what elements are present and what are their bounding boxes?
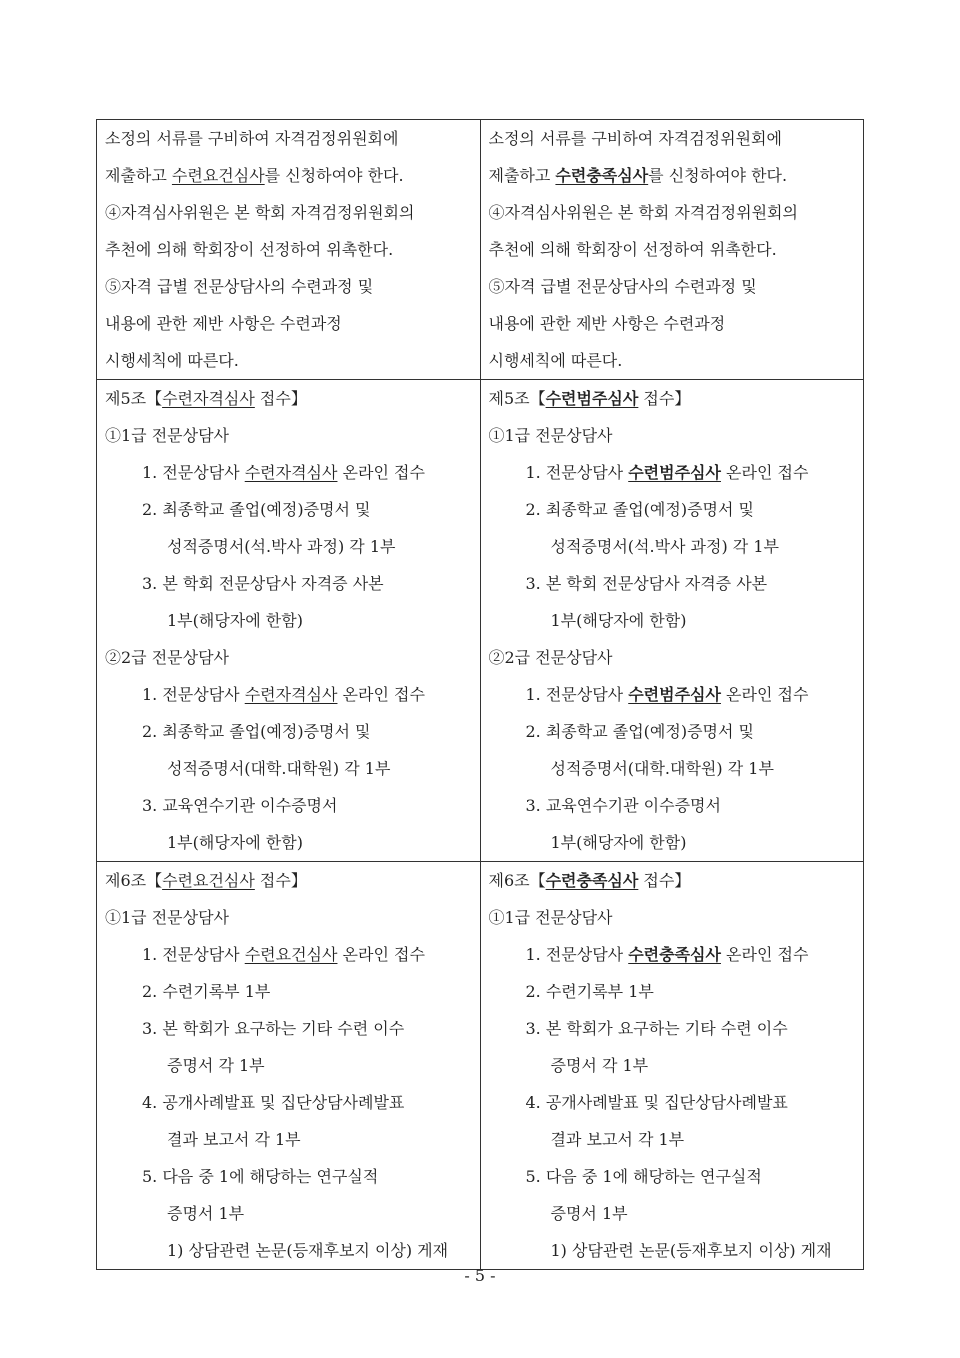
text-span: 1. 전문상담사 [525, 945, 629, 964]
text-span: 1) 상담관련 논문(등재후보지 이상) 게재 [550, 1241, 832, 1260]
text-line [489, 194, 858, 231]
text-span: 증명서 1부 [167, 1204, 245, 1223]
text-span: 온라인 접수 [720, 685, 809, 704]
text-line [489, 1010, 858, 1047]
emphasized-term: 수련요건심사 [162, 871, 255, 890]
text-line [105, 380, 474, 417]
text-span: 제출하고 [105, 166, 172, 185]
text-span: 추천에 의해 학회장이 선정하여 위촉한다. [488, 240, 777, 259]
text-span: 3. 교육연수기관 이수증명서 [525, 796, 721, 815]
text-line [489, 787, 858, 824]
text-line [489, 491, 858, 528]
text-span: ④자격심사위원은 본 학회 자격검정위원회의 [488, 203, 798, 222]
text-span: 제6조【 [488, 871, 546, 890]
text-line [105, 1047, 474, 1084]
text-span: 증명서 각 1부 [167, 1056, 265, 1075]
text-line [105, 713, 474, 750]
text-line [105, 1010, 474, 1047]
text-span: 온라인 접수 [337, 685, 425, 704]
text-line [489, 305, 858, 342]
new-text-cell [480, 120, 864, 380]
text-span: ④자격심사위원은 본 학회 자격검정위원회의 [105, 203, 415, 222]
text-span: 1. 전문상담사 [142, 945, 245, 964]
new-text-cell [480, 862, 864, 1270]
table-row [97, 380, 864, 862]
text-line [105, 342, 474, 379]
text-line [105, 750, 474, 787]
text-line [105, 454, 474, 491]
text-span: 접수】 [254, 871, 307, 890]
text-span: 3. 교육연수기관 이수증명서 [142, 796, 338, 815]
text-line [105, 1084, 474, 1121]
text-line [489, 268, 858, 305]
text-span: 성적증명서(대학.대학원) 각 1부 [550, 759, 774, 778]
text-span: 4. 공개사례발표 및 집단상담사례발표 [142, 1093, 405, 1112]
text-span: 를 신청하여야 한다. [648, 166, 788, 185]
text-line [489, 1084, 858, 1121]
text-line [489, 120, 858, 157]
text-span: 온라인 접수 [720, 945, 809, 964]
table-row [97, 862, 864, 1270]
text-span: ①1급 전문상담사 [105, 908, 230, 927]
text-span: 3. 본 학회가 요구하는 기타 수련 이수 [142, 1019, 405, 1038]
text-line [105, 1195, 474, 1232]
emphasized-term: 수련충족심사 [555, 166, 649, 185]
comparison-table [96, 119, 864, 1270]
text-span: 2. 수련기록부 1부 [142, 982, 271, 1001]
text-line [105, 602, 474, 639]
emphasized-term: 수련충족심사 [628, 945, 721, 964]
text-span: 성적증명서(석.박사 과정) 각 1부 [550, 537, 779, 556]
text-line [489, 231, 858, 268]
text-line [105, 862, 474, 899]
text-line [105, 899, 474, 936]
text-span: 2. 최종학교 졸업(예정)증명서 및 [142, 500, 371, 519]
text-span: 1. 전문상담사 [525, 463, 629, 482]
text-line [105, 1158, 474, 1195]
text-span: ②2급 전문상담사 [105, 648, 230, 667]
text-line [489, 899, 858, 936]
text-span: 증명서 각 1부 [550, 1056, 649, 1075]
text-span: ①1급 전문상담사 [488, 426, 613, 445]
text-span: 시행세칙에 따른다. [105, 351, 239, 370]
text-span: 성적증명서(대학.대학원) 각 1부 [167, 759, 391, 778]
text-span: 제5조【 [488, 389, 546, 408]
text-span: 시행세칙에 따른다. [488, 351, 623, 370]
text-span: 접수】 [638, 389, 691, 408]
text-span: 4. 공개사례발표 및 집단상담사례발표 [525, 1093, 788, 1112]
text-span: 소정의 서류를 구비하여 자격검정위원회에 [488, 129, 782, 148]
text-line [489, 1195, 858, 1232]
text-line [489, 454, 858, 491]
text-line [489, 750, 858, 787]
emphasized-term: 수련범주심사 [545, 389, 639, 408]
text-span: 내용에 관한 제반 사항은 수련과정 [488, 314, 726, 333]
text-line [105, 787, 474, 824]
text-span: 1부(해당자에 한함) [550, 611, 687, 630]
text-span: 1. 전문상담사 [142, 685, 245, 704]
text-span: 추천에 의해 학회장이 선정하여 위촉한다. [105, 240, 394, 259]
old-text-cell [97, 862, 481, 1270]
text-line [105, 565, 474, 602]
text-line [105, 120, 474, 157]
text-span: ①1급 전문상담사 [488, 908, 613, 927]
text-span: 온라인 접수 [337, 945, 425, 964]
text-line [489, 565, 858, 602]
text-line [489, 417, 858, 454]
text-span: ⑤자격 급별 전문상담사의 수련과정 및 [488, 277, 757, 296]
text-span: 제출하고 [488, 166, 556, 185]
emphasized-term: 수련충족심사 [545, 871, 639, 890]
text-line [105, 973, 474, 1010]
text-line [489, 973, 858, 1010]
text-line [489, 1047, 858, 1084]
text-span: 제5조【 [105, 389, 163, 408]
emphasized-term: 수련자격심사 [162, 389, 255, 408]
text-span: 1부(해당자에 한함) [550, 833, 687, 852]
text-line [105, 305, 474, 342]
old-text-cell [97, 120, 481, 380]
text-span: 2. 최종학교 졸업(예정)증명서 및 [142, 722, 371, 741]
text-line [489, 342, 858, 379]
text-line [489, 1232, 858, 1269]
text-line [105, 1232, 474, 1269]
text-span: ⑤자격 급별 전문상담사의 수련과정 및 [105, 277, 374, 296]
text-span: 결과 보고서 각 1부 [550, 1130, 685, 1149]
text-span: 1부(해당자에 한함) [167, 833, 303, 852]
text-line [105, 194, 474, 231]
text-line [489, 862, 858, 899]
text-line [489, 676, 858, 713]
text-span: 제6조【 [105, 871, 163, 890]
text-span: 3. 본 학회 전문상담사 자격증 사본 [525, 574, 768, 593]
emphasized-term: 수련자격심사 [244, 463, 338, 482]
text-line [105, 639, 474, 676]
text-line [489, 936, 858, 973]
emphasized-term: 수련자격심사 [244, 685, 338, 704]
text-span: ①1급 전문상담사 [105, 426, 230, 445]
text-span: 증명서 1부 [550, 1204, 628, 1223]
text-span: 2. 수련기록부 1부 [525, 982, 654, 1001]
text-line [105, 1121, 474, 1158]
text-line [105, 417, 474, 454]
text-span: 성적증명서(석.박사 과정) 각 1부 [167, 537, 396, 556]
emphasized-term: 수련범주심사 [628, 685, 721, 704]
text-line [489, 713, 858, 750]
text-span: 온라인 접수 [337, 463, 425, 482]
new-text-cell [480, 380, 864, 862]
text-line [105, 157, 474, 194]
text-span: 접수】 [638, 871, 691, 890]
text-line [105, 528, 474, 565]
emphasized-term: 수련범주심사 [628, 463, 721, 482]
text-span: 내용에 관한 제반 사항은 수련과정 [105, 314, 342, 333]
text-span: 결과 보고서 각 1부 [167, 1130, 301, 1149]
text-span: 5. 다음 중 1에 해당하는 연구실적 [525, 1167, 762, 1186]
text-line [489, 639, 858, 676]
text-span: 1. 전문상담사 [142, 463, 245, 482]
emphasized-term: 수련요건심사 [171, 166, 265, 185]
text-line [105, 676, 474, 713]
table-row [97, 120, 864, 380]
text-line [105, 824, 474, 861]
text-span: ②2급 전문상담사 [488, 648, 613, 667]
text-span: 1) 상담관련 논문(등재후보지 이상) 게재 [167, 1241, 449, 1260]
text-line [489, 824, 858, 861]
text-line [489, 528, 858, 565]
text-line [105, 231, 474, 268]
text-line [489, 380, 858, 417]
text-span: 1. 전문상담사 [525, 685, 629, 704]
text-span: 3. 본 학회 전문상담사 자격증 사본 [142, 574, 384, 593]
text-line [489, 157, 858, 194]
page-number: - 5 - [464, 1266, 496, 1285]
old-text-cell [97, 380, 481, 862]
text-line [489, 1158, 858, 1195]
emphasized-term: 수련요건심사 [244, 945, 338, 964]
text-span: 온라인 접수 [720, 463, 809, 482]
text-span: 소정의 서류를 구비하여 자격검정위원회에 [105, 129, 399, 148]
text-line [105, 491, 474, 528]
text-line [105, 268, 474, 305]
text-span: 를 신청하여야 한다. [264, 166, 404, 185]
text-line [489, 602, 858, 639]
text-span: 접수】 [254, 389, 307, 408]
text-span: 5. 다음 중 1에 해당하는 연구실적 [142, 1167, 379, 1186]
text-span: 3. 본 학회가 요구하는 기타 수련 이수 [525, 1019, 788, 1038]
text-line [489, 1121, 858, 1158]
text-line [105, 936, 474, 973]
text-span: 1부(해당자에 한함) [167, 611, 303, 630]
text-span: 2. 최종학교 졸업(예정)증명서 및 [525, 500, 754, 519]
text-span: 2. 최종학교 졸업(예정)증명서 및 [525, 722, 754, 741]
